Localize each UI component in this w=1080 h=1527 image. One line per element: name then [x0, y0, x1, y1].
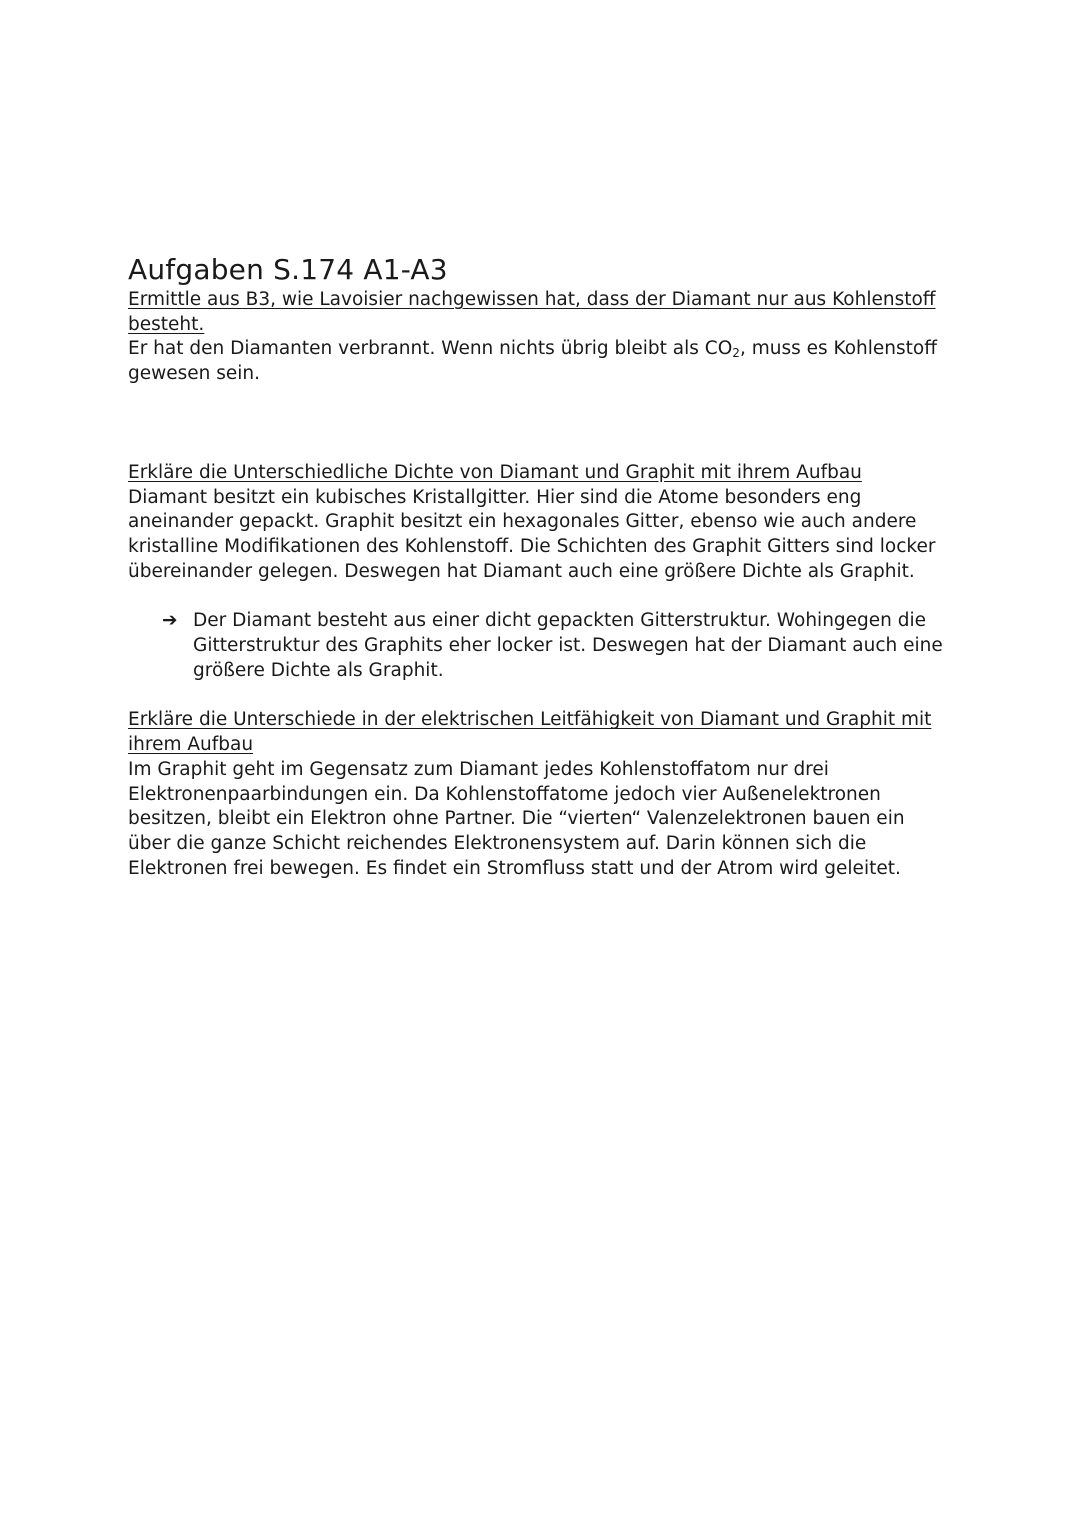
- task-a3: [128, 708, 948, 881]
- task-a2-summary: [128, 609, 948, 683]
- task-a3-answer: Im Graphit geht im Gegensatz zum Diamant jedes Kohlenstoffatom nur drei Elektronenpaarbindungen ein. Da Kohlenstoffatome jedoch vier Außenelektronen besitzen, bleibt ein Elektron ohne Partner. Die “vierten“ Valenzelektronen bauen ein über die ganze Schicht reichendes Elektronensystem auf. Darin können sich die Elektronen frei bewegen. Es findet ein Stromfluss statt und der Atrom wird geleitet.: [128, 758, 905, 879]
- task-a1: [128, 288, 948, 387]
- page-title: Aufgaben S.174 A1-A3: [128, 253, 448, 286]
- task-a1-answer-part1: Er hat den Diamanten verbrannt. Wenn nichts übrig bleibt als CO: [128, 338, 733, 360]
- document-page: [128, 252, 948, 881]
- task-a2-question: Erkläre die Unterschiedliche Dichte von Diamant und Graphit mit ihrem Aufbau: [128, 461, 862, 483]
- task-a1-question: Ermittle aus B3, wie Lavoisier nachgewissen hat, dass der Diamant nur aus Kohlenstoff besteht.: [128, 289, 936, 335]
- arrow-right-icon: ➔: [162, 610, 178, 632]
- task-a1-answer-part2: , muss es Kohlenstoff gewesen sein.: [128, 338, 937, 385]
- co2-subscript: 2: [732, 346, 740, 361]
- task-a2-answer: Diamant besitzt ein kubisches Kristallgitter. Hier sind die Atome besonders eng aneinander gepackt. Graphit besitzt ein hexagonales Gitter, ebenso wie auch andere kristalline Modifikationen des Kohlenstoff. Die Schichten des Graphit Gitters sind locker übereinander gelegen. Deswegen hat Diamant auch eine größere Dichte als Graphit.: [128, 486, 936, 582]
- task-a1-answer: [128, 337, 948, 386]
- task-a2-summary-text: Der Diamant besteht aus einer dicht gepackten Gitterstruktur. Wohingegen die Gitterstruktur des Graphits eher locker ist. Deswegen hat der Diamant auch eine größere Dichte als Graphit.: [193, 610, 943, 681]
- task-a3-question: Erkläre die Unterschiede in der elektrischen Leitfähigkeit von Diamant und Graphit mit ihrem Aufbau: [128, 709, 932, 756]
- task-a2: [128, 461, 948, 684]
